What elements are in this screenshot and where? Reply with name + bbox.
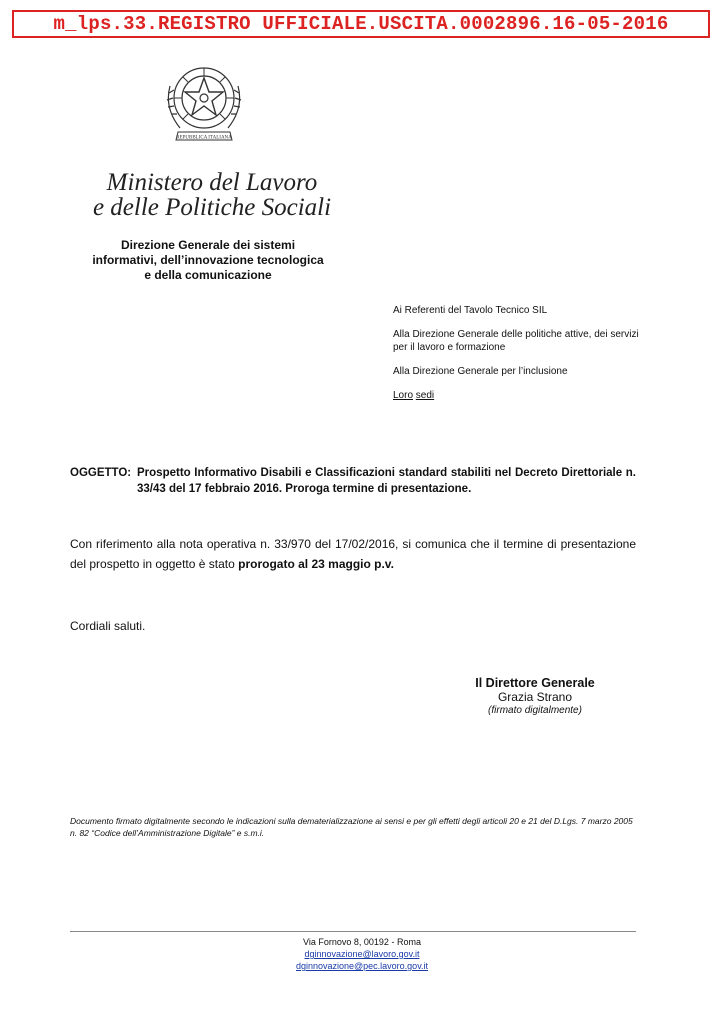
recipient-2-line-1: Alla Direzione Generale delle politiche attive, dei servizi bbox=[393, 329, 639, 340]
recipient-4-part-2: sedi bbox=[415, 390, 435, 401]
subject-text: Prospetto Informativo Disabili e Classificazioni standard stabiliti nel Decreto Direttoriale n. 33/43 del 17 febbraio 2016. Proroga termine di presentazione. bbox=[137, 467, 636, 495]
direzione-line-3: e della comunicazione bbox=[144, 268, 272, 282]
direzione-generale bbox=[60, 238, 356, 283]
recipient-1: Ai Referenti del Tavolo Tecnico SIL bbox=[393, 305, 548, 316]
signature-name: Grazia Strano bbox=[497, 690, 573, 704]
ministry-line-1: Ministero del Lavoro bbox=[106, 169, 318, 196]
recipient-3: Alla Direzione Generale per l’inclusione bbox=[393, 366, 568, 377]
recipient-2-line-2: per il lavoro e formazione bbox=[393, 342, 506, 353]
republic-emblem-icon bbox=[160, 58, 248, 152]
subject-label: OGGETTO: bbox=[70, 467, 132, 479]
ministry-name bbox=[62, 170, 362, 220]
recipient-2 bbox=[393, 328, 693, 354]
closing-text: Cordiali saluti. bbox=[70, 619, 146, 633]
recipient-4-part-1: Loro bbox=[393, 390, 414, 401]
footer-divider bbox=[70, 931, 636, 932]
body-paragraph bbox=[70, 534, 636, 574]
direzione-line-2: informativi, dell’innovazione tecnologica bbox=[92, 253, 324, 267]
protocol-stamp: m_lps.33.REGISTRO UFFICIALE.USCITA.0002896.16-05-2016 bbox=[12, 10, 710, 38]
footer-email-2[interactable]: dginnovazione@pec.lavoro.gov.it bbox=[295, 961, 429, 971]
recipient-4 bbox=[393, 389, 693, 402]
digital-signature-footnote: Documento firmato digitalmente secondo le indicazioni sulla dematerializzazione ai sensi e per gli effetti degli articoli 20 e 21 del D.Lgs. 7 marzo 2005 n. 82 “Codice dell’Amministrazione Digitale” e s.m.i. bbox=[70, 816, 633, 838]
signature-note: (firmato digitalmente) bbox=[488, 705, 582, 716]
emblem-ribbon-text: REPUBBLICA ITALIANA bbox=[176, 135, 232, 141]
footer-address: Via Fornovo 8, 00192 - Roma bbox=[303, 937, 421, 947]
footer bbox=[0, 936, 724, 972]
footer-email-1[interactable]: dginnovazione@lavoro.gov.it bbox=[304, 949, 420, 959]
body-text: Con riferimento alla nota operativa n. 33/970 del 17/02/2016, si comunica che il termine di presentazione del prospetto in oggetto è stato bbox=[70, 537, 636, 571]
body-bold-text: prorogato al 23 maggio p.v. bbox=[238, 557, 394, 571]
signature-title: Il Direttore Generale bbox=[475, 676, 595, 690]
ministry-line-2: e delle Politiche Sociali bbox=[92, 194, 332, 221]
direzione-line-1: Direzione Generale dei sistemi bbox=[120, 238, 296, 252]
recipients-block bbox=[393, 304, 693, 413]
signature-block bbox=[420, 676, 650, 718]
